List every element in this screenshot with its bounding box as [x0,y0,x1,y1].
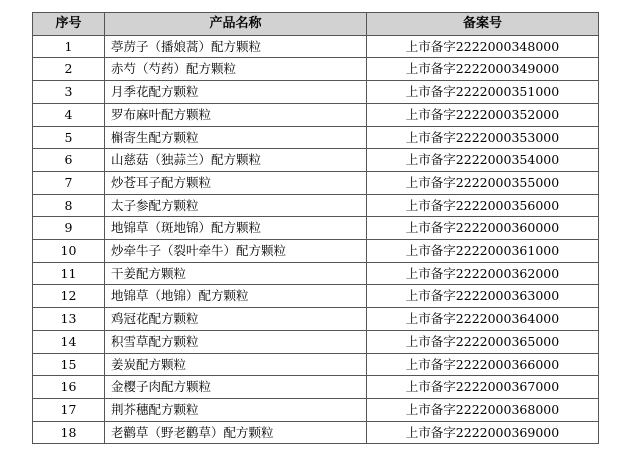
table-row [33,308,599,331]
row-index-cell: 16 [33,376,105,399]
row-product-name-cell: 炒苍耳子配方颗粒 [105,171,367,194]
header-index: 序号 [33,13,105,36]
row-index-cell: 13 [33,308,105,331]
row-product-name-cell: 赤芍（芍药）配方颗粒 [105,58,367,81]
row-product-name-cell: 月季花配方颗粒 [105,81,367,104]
row-product-name-cell: 炒牵牛子（裂叶牵牛）配方颗粒 [105,240,367,263]
table-row [33,149,599,172]
row-product-name-cell: 荆芥穗配方颗粒 [105,398,367,421]
row-record-number-cell: 上市备字2222000356000 [367,194,599,217]
row-product-name-cell: 地锦草（地锦）配方颗粒 [105,285,367,308]
row-record-number-cell: 上市备字2222000348000 [367,35,599,58]
row-record-number-cell: 上市备字2222000353000 [367,126,599,149]
table-row [33,103,599,126]
row-product-name-cell: 山慈菇（独蒜兰）配方颗粒 [105,149,367,172]
row-product-name-cell: 太子参配方颗粒 [105,194,367,217]
row-product-name-cell: 地锦草（斑地锦）配方颗粒 [105,217,367,240]
row-product-name-cell: 干姜配方颗粒 [105,262,367,285]
row-index-cell: 10 [33,240,105,263]
row-index-cell: 4 [33,103,105,126]
row-product-name-cell: 槲寄生配方颗粒 [105,126,367,149]
row-product-name-cell: 姜炭配方颗粒 [105,353,367,376]
row-index-cell: 15 [33,353,105,376]
row-index-cell: 14 [33,330,105,353]
row-record-number-cell: 上市备字2222000366000 [367,353,599,376]
row-index-cell: 1 [33,35,105,58]
row-product-name-cell: 鸡冠花配方颗粒 [105,308,367,331]
row-index-cell: 18 [33,421,105,444]
row-index-cell: 12 [33,285,105,308]
table-row [33,285,599,308]
row-record-number-cell: 上市备字2222000354000 [367,149,599,172]
row-index-cell: 5 [33,126,105,149]
row-product-name-cell: 老鹳草（野老鹳草）配方颗粒 [105,421,367,444]
row-record-number-cell: 上市备字2222000369000 [367,421,599,444]
table-row [33,194,599,217]
table-row [33,353,599,376]
row-record-number-cell: 上市备字2222000367000 [367,376,599,399]
row-index-cell: 2 [33,58,105,81]
table-row [33,421,599,444]
table-row [33,376,599,399]
row-index-cell: 6 [33,149,105,172]
table-row [33,398,599,421]
table-header-row [33,13,599,36]
row-record-number-cell: 上市备字2222000352000 [367,103,599,126]
row-record-number-cell: 上市备字2222000351000 [367,81,599,104]
row-record-number-cell: 上市备字2222000362000 [367,262,599,285]
row-index-cell: 3 [33,81,105,104]
row-index-cell: 8 [33,194,105,217]
table-body [33,35,599,444]
row-record-number-cell: 上市备字2222000360000 [367,217,599,240]
header-record-number: 备案号 [367,13,599,36]
table-row [33,126,599,149]
table-row [33,171,599,194]
row-record-number-cell: 上市备字2222000368000 [367,398,599,421]
row-record-number-cell: 上市备字2222000364000 [367,308,599,331]
header-product-name: 产品名称 [105,13,367,36]
row-record-number-cell: 上市备字2222000365000 [367,330,599,353]
row-product-name-cell: 罗布麻叶配方颗粒 [105,103,367,126]
table-row [33,330,599,353]
table-row [33,58,599,81]
row-index-cell: 9 [33,217,105,240]
table-row [33,81,599,104]
table-row [33,262,599,285]
product-record-table [32,12,599,444]
row-product-name-cell: 金樱子肉配方颗粒 [105,376,367,399]
row-record-number-cell: 上市备字2222000355000 [367,171,599,194]
row-record-number-cell: 上市备字2222000361000 [367,240,599,263]
row-record-number-cell: 上市备字2222000349000 [367,58,599,81]
table-row [33,35,599,58]
row-index-cell: 17 [33,398,105,421]
row-product-name-cell: 葶苈子（播娘蒿）配方颗粒 [105,35,367,58]
table-row [33,240,599,263]
row-index-cell: 11 [33,262,105,285]
table-row [33,217,599,240]
row-index-cell: 7 [33,171,105,194]
row-product-name-cell: 积雪草配方颗粒 [105,330,367,353]
record-table-container [32,12,598,444]
row-record-number-cell: 上市备字2222000363000 [367,285,599,308]
